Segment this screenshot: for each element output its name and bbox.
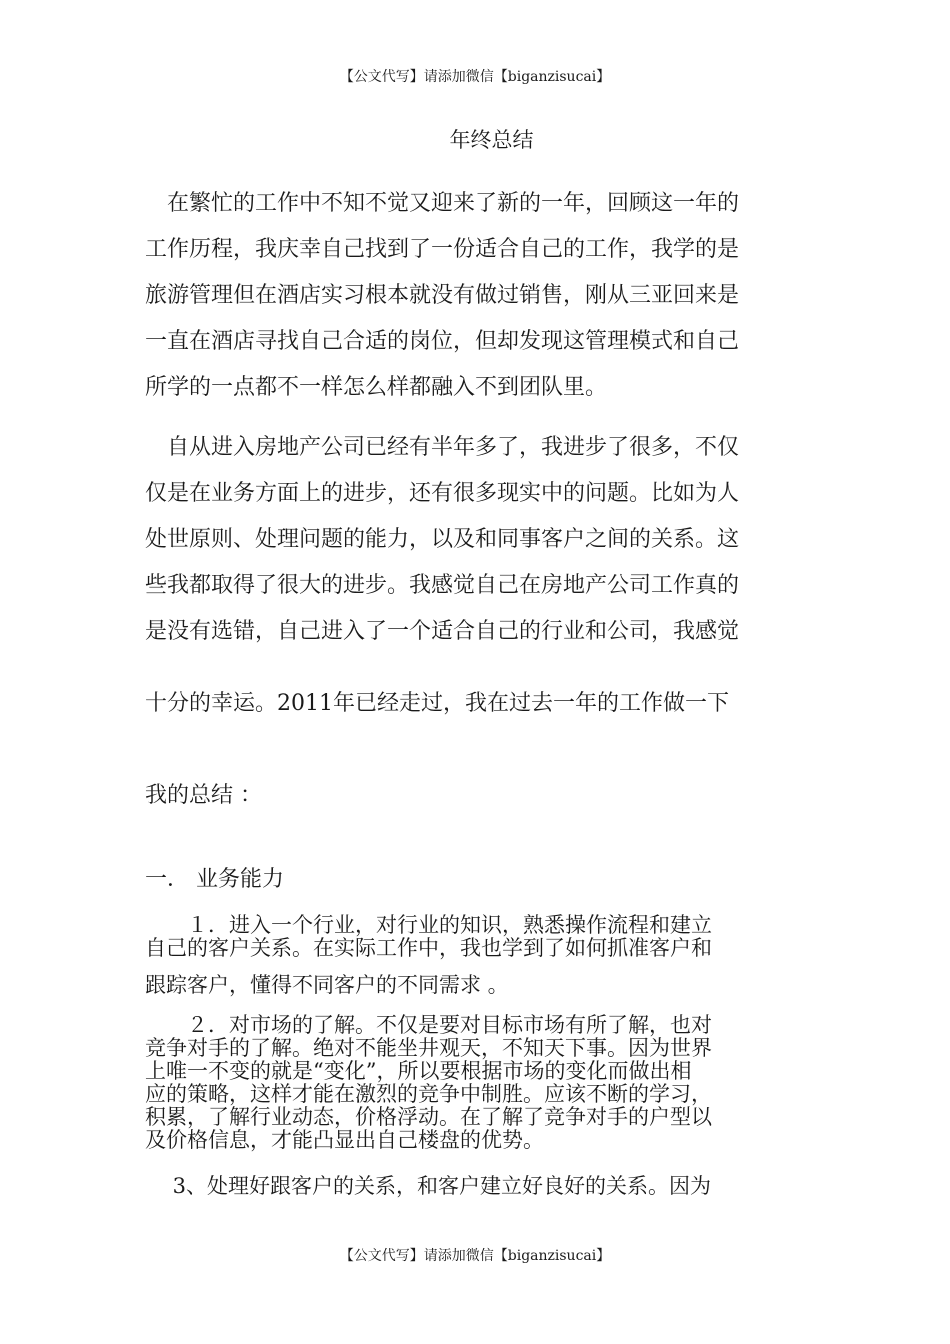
list-item-3: [145, 1175, 810, 1198]
paragraph-2-continued: [145, 681, 805, 727]
paragraph-line: 是没有选错，自己进入了一个适合自己的行业和公司，我感觉: [145, 619, 740, 644]
list-item-line: 积累，了解行业动态，价格浮动。在了解了竞争对手的户型以: [145, 1105, 712, 1129]
list-item-line: 3、处理好跟客户的关系，和客户建立好良好的关系。因为: [145, 1174, 712, 1198]
paragraph-line: 我的总结 ：: [145, 783, 262, 808]
list-item-line: 竞争对手的了解。绝对不能坐井观天，不知天下事。因为世界: [145, 1036, 712, 1060]
page-header: 【公文代写】请添加微信【biganzisucai】: [339, 69, 611, 85]
list-item-line: 上唯一不变的就是“变化”，所以要根据市场的变化而做出相: [145, 1059, 692, 1083]
list-item-line: ２．对市场的了解。不仅是要对目标市场有所了解，也对: [145, 1013, 712, 1037]
summary-label: [145, 773, 805, 819]
list-item-line: 跟踪客户，懂得不同客户的不同需求 。: [145, 973, 509, 997]
list-item-1: [145, 914, 810, 960]
paragraph-line: 十分的幸运。2011年已经走过，我在过去一年的工作做一下: [145, 691, 729, 716]
list-item-line: 应的策略，这样才能在激烈的竞争中制胜。应该不断的学习，: [145, 1082, 712, 1106]
list-item-line: １．进入一个行业，对行业的知识，熟悉操作流程和建立: [145, 913, 712, 937]
document-title: 年终总结: [449, 128, 534, 152]
paragraph-line: 处世原则、处理问题的能力，以及和同事客户之间的关系。这: [145, 527, 740, 552]
section-heading-text: 一． 业务能力: [145, 867, 284, 892]
paragraph-2: [145, 425, 805, 655]
paragraph-line: 在繁忙的工作中不知不觉又迎来了新的一年，回顾这一年的: [145, 191, 740, 216]
section-heading: [145, 857, 805, 903]
paragraph-line: 自从进入房地产公司已经有半年多了，我进步了很多，不仅: [145, 435, 740, 460]
paragraph-line: 些我都取得了很大的进步。我感觉自己在房地产公司工作真的: [145, 573, 740, 598]
list-item-2: [145, 1014, 810, 1152]
paragraph-line: 工作历程，我庆幸自己找到了一份适合自己的工作，我学的是: [145, 237, 740, 262]
paragraph-line: 所学的一点都不一样怎么样都融入不到团队里。: [145, 375, 608, 400]
list-item-line: 及价格信息，才能凸显出自己楼盘的优势。: [145, 1128, 544, 1152]
list-item-line: 自己的客户关系。在实际工作中，我也学到了如何抓准客户和: [145, 936, 712, 960]
paragraph-1: [145, 181, 805, 411]
list-item-1-end: [145, 974, 810, 997]
paragraph-line: 一直在酒店寻找自己合适的岗位，但却发现这管理模式和自己: [145, 329, 740, 354]
paragraph-line: 仅是在业务方面上的进步，还有很多现实中的问题。比如为人: [145, 481, 740, 506]
page-footer: 【公文代写】请添加微信【biganzisucai】: [339, 1248, 611, 1264]
paragraph-line: 旅游管理但在酒店实习根本就没有做过销售，刚从三亚回来是: [145, 283, 740, 308]
